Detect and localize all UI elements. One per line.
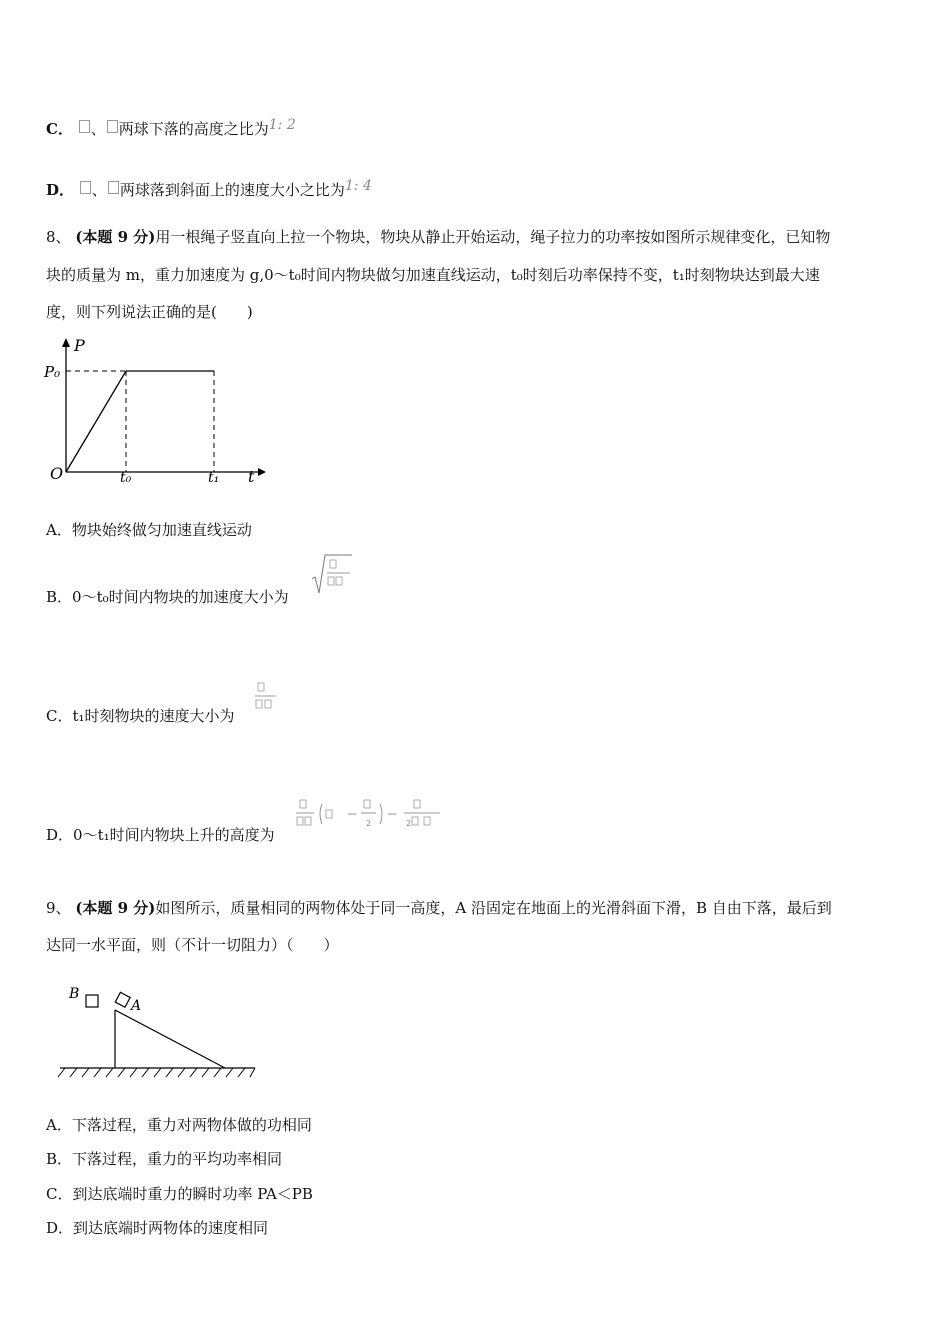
origin-label: O: [50, 464, 64, 483]
placeholder-icon: [79, 120, 90, 133]
power-time-graph: [40, 335, 270, 490]
power-rise-line: [66, 371, 126, 472]
t1-label: t₁: [208, 470, 220, 486]
q8-stem-line1: 8、 (本题 9 分)用一根绳子竖直向上拉一个物块，物块从静止开始运动，绳子拉力的功率按如图所示规律变化，已知物: [46, 228, 831, 246]
q9-option-d: D．到达底端时两物体的速度相同: [46, 1219, 269, 1237]
q9-stem-line2: 达同一水平面，则（不计一切阻力）（ ）: [46, 936, 339, 954]
ratio-formula: 1: 4: [344, 178, 372, 194]
q8-option-d: D．0～t₁时间内物块上升的高度为: [46, 826, 275, 844]
formula-height-image: [294, 796, 446, 836]
q9-option-b: B．下落过程，重力的平均功率相同: [46, 1150, 283, 1168]
t0-label: t₀: [120, 470, 132, 486]
q9-option-c: C．到达底端时重力的瞬时功率 PA＜PB: [46, 1185, 313, 1203]
q9-stem-line1: 9、 (本题 9 分)如图所示，质量相同的两物体处于同一高度，A 沿固定在地面上的光滑斜面下滑，B 自由下落，最后到: [46, 899, 832, 917]
p-axis-arrow-icon: [62, 338, 70, 347]
block-a: [115, 992, 130, 1007]
incline-figure: [55, 980, 260, 1085]
q8-option-a: A．物块始终做匀加速直线运动: [46, 521, 252, 539]
ground-hatching: [58, 1068, 255, 1077]
q9-option-a: A．下落过程，重力对两物体做的功相同: [46, 1116, 312, 1134]
q8-stem-line2: 块的质量为 m，重力加速度为 g,0～t₀时间内物块做匀加速直线运动，t₀时刻后功率保持不变，t₁时刻物块达到最大速: [46, 266, 820, 284]
svg-text:2: 2: [406, 819, 412, 828]
q7-option-c: C． 、 两球下落的高度之比为1: 2: [46, 117, 296, 138]
formula-sqrt-image: [310, 553, 354, 597]
incline-slope: [115, 1010, 225, 1068]
q8-option-c: C．t₁时刻物块的速度大小为: [46, 707, 235, 725]
placeholder-icon: [107, 120, 118, 133]
placeholder-icon: [80, 181, 91, 194]
p0-label: P₀: [44, 363, 61, 381]
q7-option-d: D． 、 两球落到斜面上的速度大小之比为1: 4: [46, 178, 372, 199]
q8-option-b: B．0～t₀时间内物块的加速度大小为: [46, 588, 289, 606]
q8-stem-line3: 度，则下列说法正确的是( ): [46, 303, 253, 321]
label-b: B: [69, 986, 80, 1002]
p-axis-label: P: [74, 336, 85, 355]
formula-fraction-image: [252, 680, 280, 714]
placeholder-icon: [108, 181, 119, 194]
t-axis-arrow-icon: [258, 468, 266, 476]
block-b: [86, 995, 98, 1007]
label-a: A: [131, 998, 142, 1014]
t-axis-label: t: [248, 467, 255, 486]
svg-text:2: 2: [366, 819, 372, 828]
ratio-formula: 1: 2: [268, 117, 296, 133]
